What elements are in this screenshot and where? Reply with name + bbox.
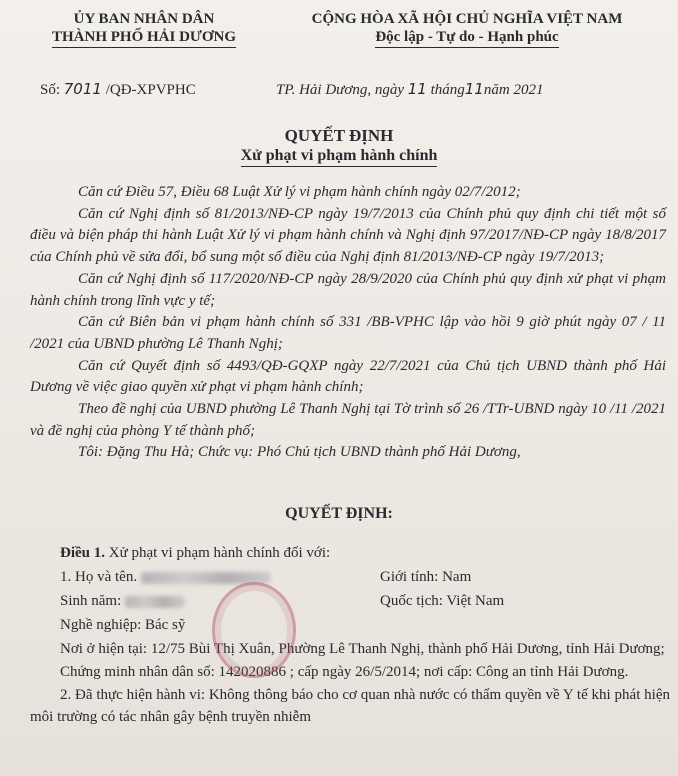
number-label: Số: [40,82,61,98]
nationality: Quốc tịch: Việt Nam [380,593,505,609]
date-year: năm 2021 [483,82,544,98]
issuer-line-1: ỦY BAN NHÂN DÂN [73,11,215,27]
number-handwritten: 7011 [63,80,102,98]
date-place: TP. Hải Dương, ngày [276,82,404,98]
date-day: 11 [407,80,427,98]
date-month-label: tháng [430,82,465,98]
basis-paragraph: Căn cứ Biên bản vi phạm hành chính số 331 /BB-VPHC lập vào hồi 9 giờ phút ngày 07 / 11 /2021 của UBND phường Lê Thanh Nghị; [30,314,666,352]
decision-heading: QUYẾT ĐỊNH: [285,505,393,522]
legal-basis [30,182,666,464]
basis-paragraph: Tôi: Đặng Thu Hà; Chức vụ: Phó Chủ tịch UBND thành phố Hải Dương, [78,444,521,461]
document-number [40,80,196,99]
violation: 2. Đã thực hiện hành vi: Không thông báo cho cơ quan nhà nước có thẩm quyền về Y tế khi phát hiện môi trường có tác nhân gây bệnh truyền nhiễm [30,687,670,725]
basis-paragraph: Căn cứ Nghị định số 81/2013/NĐ-CP ngày 19/7/2013 của Chính phủ quy định chi tiết một số điều và biện pháp thi hành Luật Xử lý vi phạm hành chính và Nghị định 97/2017/NĐ-CP ngày 18/8/2017 của Chính phủ về sửa đổi, bổ sung một số điều của Nghị định 81/2013/NĐ-CP ngày 19/7/2013; [30,205,666,266]
basis-paragraph: Căn cứ Quyết định số 4493/QĐ-GQXP ngày 22/7/2021 của Chủ tịch UBND thành phố Hải Dương về việc giao quyền xử phạt vi phạm hành chính; [30,357,666,396]
address: Nơi ở hiện tại: 12/75 Bùi Thị Xuân, Phường Lê Thanh Nghị, thành phố Hải Dương, tỉnh Hải Dương; [60,641,665,657]
gender: Giới tính: Nam [380,569,472,585]
name-row [30,565,670,589]
basis-paragraph: Theo đề nghị của UBND phường Lê Thanh Nghị tại Tờ trình số 26 /TTr-UBND ngày 10 /11 /2021 và đề nghị của phòng Y tế thành phố; [30,401,666,439]
birth-label: Sinh năm: [60,593,122,609]
id-card: Chứng minh nhân dân số: 142020886 ; cấp ngày 26/5/2014; nơi cấp: Công an tỉnh Hải Dương. [60,664,629,680]
article-1 [30,541,670,728]
basis-paragraph: Căn cứ Nghị định số 117/2020/NĐ-CP ngày 28/9/2020 của Chính phủ quy định xử phạt vi phạm hành chính trong lĩnh vực y tế; [30,270,666,309]
basis-paragraph: Căn cứ Điều 57, Điều 68 Luật Xử lý vi phạm hành chính ngày 02/7/2012; [78,184,521,200]
official-seal [212,582,296,678]
decision-title: QUYẾT ĐỊNH [284,126,394,145]
job-row: Nghề nghiệp: Bác sỹ [60,617,186,633]
decision-subtitle: Xử phạt vi phạm hành chính [0,147,678,167]
name-label: 1. Họ và tên. [60,569,138,585]
issuer-line-2: THÀNH PHỐ HẢI DƯƠNG [52,28,236,48]
birth-row [30,589,670,613]
document-date [276,80,543,99]
national-title: CỘNG HÒA XÃ HỘI CHỦ NGHĨA VIỆT NAM [311,11,623,27]
national-motto: Độc lập - Tự do - Hạnh phúc [375,28,558,48]
national-header [262,10,672,48]
redacted-birth-year [125,596,185,608]
date-month: 11 [464,80,484,98]
issuer-header [44,10,244,48]
article-1-intro: Điều 1. Xử phạt vi phạm hành chính đối với: [60,545,331,561]
number-code: /QĐ-XPVPHC [105,82,196,98]
